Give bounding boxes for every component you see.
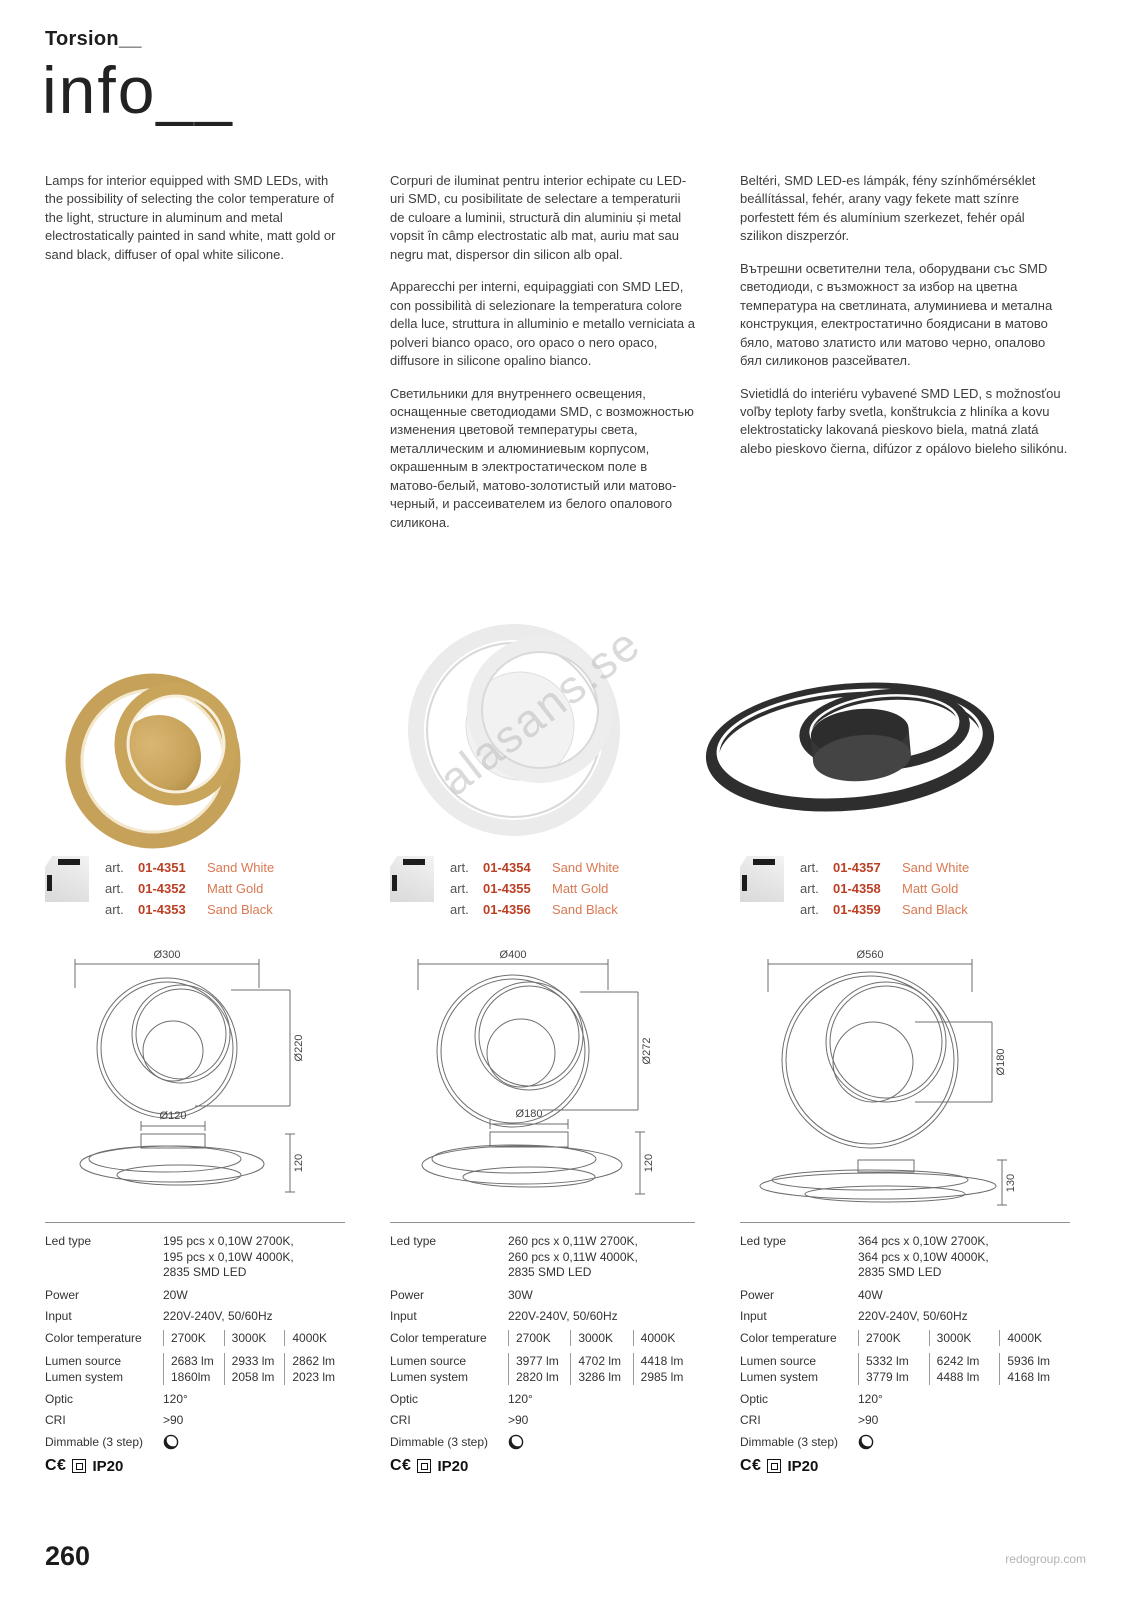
spec-row-color-temperature — [45, 1330, 345, 1346]
finish-name: Sand Black — [902, 901, 968, 917]
spec-value: 364 pcs x 0,10W 2700K, — [858, 1234, 989, 1248]
variant-list-3 — [740, 856, 1070, 920]
spec-value: >90 — [858, 1413, 879, 1428]
ceiling-box-icon — [390, 856, 434, 902]
spec-label: Lumen source — [740, 1353, 817, 1368]
product-photo-black — [700, 655, 1000, 845]
spec-label: Led type — [740, 1234, 787, 1248]
dimension-label: Ø180 — [515, 1108, 543, 1120]
art-label: art. — [105, 860, 124, 875]
spec-row-power — [740, 1288, 1070, 1302]
dimension-diagram-1 — [45, 948, 345, 1203]
spec-row-power — [45, 1288, 345, 1302]
spec-value: 1860lm — [171, 1370, 211, 1385]
variant-row — [105, 900, 274, 921]
certifications — [390, 1457, 695, 1475]
spec-value: 195 pcs x 0,10W 4000K, — [163, 1249, 294, 1264]
art-label: art. — [105, 880, 124, 896]
product-photo-gold — [55, 645, 265, 860]
spec-value: >90 — [163, 1413, 184, 1428]
spec-row-optic — [390, 1392, 695, 1406]
spec-value: 4000K — [999, 1330, 1070, 1346]
spec-row-lumen — [45, 1353, 345, 1385]
spec-label: Led type — [390, 1234, 437, 1248]
dimension-label: Ø180 — [995, 1048, 1007, 1076]
spec-row-led-type — [740, 1234, 1070, 1281]
description-paragraph: Lamps for interior equipped with SMD LEDs, with the possibility of selecting the color temperature of the light, structure in aluminum and metal electrostatically painted in sand white, matt gold or sand black, diffuser of opal white silicone. — [45, 173, 336, 262]
spec-value: 364 pcs x 0,10W 4000K, — [858, 1249, 989, 1264]
spec-label: Power — [740, 1287, 775, 1302]
dimension-label: Ø400 — [499, 949, 527, 961]
spec-value: 2700K — [163, 1330, 224, 1346]
spec-value: 4000K — [633, 1330, 695, 1346]
spec-table-3 — [740, 1222, 1070, 1475]
spec-value: 120° — [508, 1392, 533, 1407]
spec-value: 4702 lm — [578, 1353, 622, 1368]
ip-rating: IP20 — [92, 1457, 124, 1475]
finish-name: Sand White — [902, 860, 970, 875]
variant-row — [450, 858, 619, 879]
spec-value: 4168 lm — [1007, 1370, 1051, 1385]
double-insulation-icon — [767, 1459, 781, 1473]
ip-rating: IP20 — [437, 1457, 469, 1475]
description-column-en — [45, 172, 345, 278]
spec-value: 6242 lm — [936, 1353, 980, 1368]
spec-value: 40W — [858, 1287, 883, 1302]
page-title: info__ — [42, 53, 234, 127]
spec-value: 2820 lm — [516, 1370, 559, 1385]
description-paragraph: Вътрешни осветителни тела, оборудвани със SMD светодиоди, с възможност за избор на цветна температура на светлината, алуминиева и метална конструкция, електростатично боядисани в матово бяло, матово златисто или матово черно, опалово бял силиконов разсейвател. — [740, 260, 1053, 369]
series-title: Torsion__ — [45, 28, 142, 50]
certifications — [45, 1457, 345, 1475]
art-label: art. — [800, 880, 819, 896]
spec-label: Color temperature — [740, 1330, 837, 1345]
variant-list-1 — [45, 856, 345, 920]
spec-label: Lumen system — [45, 1370, 124, 1385]
spec-value: 3779 lm — [866, 1370, 909, 1385]
finish-name: Sand Black — [207, 901, 273, 917]
spec-value: 2700K — [508, 1330, 570, 1346]
variant-list-2 — [390, 856, 695, 920]
spec-label: CRI — [45, 1413, 66, 1428]
description-column-hu-bg-sk — [740, 172, 1070, 472]
spec-value: 30W — [508, 1287, 533, 1302]
spec-row-cri — [45, 1413, 345, 1427]
variant-row — [800, 900, 969, 921]
dimension-label: 120 — [293, 1153, 305, 1173]
spec-value: 2058 lm — [231, 1370, 275, 1385]
article-number: 01-4353 — [138, 901, 186, 917]
dimension-label: Ø300 — [153, 949, 181, 961]
spec-label: Led type — [45, 1234, 92, 1248]
finish-name: Matt Gold — [207, 880, 264, 896]
art-label: art. — [450, 860, 469, 875]
spec-row-optic — [740, 1392, 1070, 1406]
spec-row-led-type — [45, 1234, 345, 1281]
article-number: 01-4356 — [483, 901, 531, 917]
description-paragraph: Beltéri, SMD LED-es lámpák, fény színhőmérséklet beállítással, fehér, arany vagy fekete matt színre porfestett fém és alumínium szerkezet, fehér opál szilikon diszperzór. — [740, 173, 1036, 244]
description-column-ro-it-ru — [390, 172, 695, 546]
ip-rating: IP20 — [787, 1457, 819, 1475]
art-label: art. — [105, 901, 124, 917]
spec-value: 2835 SMD LED — [858, 1265, 942, 1280]
spec-value: 260 pcs x 0,11W 4000K, — [508, 1249, 638, 1264]
spec-value: 5936 lm — [1007, 1353, 1051, 1368]
spec-value: 2700K — [858, 1330, 929, 1346]
spec-row-dimmable — [45, 1434, 345, 1450]
spec-label: CRI — [390, 1413, 411, 1428]
finish-name: Sand Black — [552, 901, 618, 917]
spec-row-power — [390, 1288, 695, 1302]
dimension-label: Ø560 — [856, 949, 884, 961]
spec-label: Optic — [45, 1392, 74, 1407]
dimension-diagram-3 — [740, 948, 1070, 1210]
spec-row-input — [740, 1309, 1070, 1323]
spec-row-dimmable — [390, 1434, 695, 1450]
spec-label: Lumen system — [390, 1370, 469, 1385]
variant-row — [800, 858, 969, 879]
spec-value: 2985 lm — [640, 1370, 684, 1385]
ce-mark-icon: C€ — [740, 1457, 762, 1475]
spec-label: Dimmable (3 step) — [45, 1435, 144, 1450]
dimension-label: 120 — [643, 1153, 655, 1173]
spec-value: 20W — [163, 1287, 188, 1302]
spec-row-optic — [45, 1392, 345, 1406]
spec-value: 220V-240V, 50/60Hz — [858, 1308, 968, 1323]
spec-label: Lumen system — [740, 1370, 819, 1385]
dimension-label: 130 — [1005, 1173, 1017, 1193]
description-paragraph: Apparecchi per interni, equipaggiati con SMD LED, con possibilità di selezionare la temperatura colore della luce, struttura in alluminio e metallo verniciata a polveri bianco opaco, oro opaco o nero opaco, diffusore in silicone opalino bianco. — [390, 279, 695, 369]
spec-value: 2023 lm — [292, 1370, 336, 1385]
spec-value: 220V-240V, 50/60Hz — [508, 1308, 618, 1323]
spec-label: Dimmable (3 step) — [740, 1435, 839, 1450]
spec-label: Color temperature — [390, 1330, 487, 1345]
spec-label: Color temperature — [45, 1330, 142, 1345]
article-number: 01-4352 — [138, 880, 186, 896]
spec-row-cri — [390, 1413, 695, 1427]
variant-row — [105, 879, 274, 900]
art-label: art. — [450, 880, 469, 896]
finish-name: Sand White — [552, 860, 620, 875]
spec-value: 3000K — [224, 1330, 285, 1346]
spec-label: Optic — [740, 1392, 769, 1407]
dimension-label: Ø220 — [293, 1034, 305, 1062]
dimmer-icon — [858, 1434, 874, 1450]
double-insulation-icon — [72, 1459, 86, 1473]
art-label: art. — [800, 860, 819, 875]
spec-value: 2835 SMD LED — [508, 1265, 592, 1280]
spec-value: 4000K — [284, 1330, 345, 1346]
ce-mark-icon: C€ — [45, 1457, 67, 1475]
spec-table-1 — [45, 1222, 345, 1475]
spec-row-dimmable — [740, 1434, 1070, 1450]
article-number: 01-4351 — [138, 860, 186, 875]
spec-value: 5332 lm — [866, 1353, 909, 1368]
finish-name: Matt Gold — [902, 880, 959, 896]
description-paragraph: Corpuri de iluminat pentru interior echipate cu LED-uri SMD, cu posibilitate de selectare a temperaturii de culoare a luminii, structură din aluminiu și metal vopsit în câmp electrostatic alb mat, auriu mat sau negru mat, dispersor din silicon alb opal. — [390, 173, 687, 262]
spec-row-color-temperature — [390, 1330, 695, 1346]
spec-label: Input — [390, 1308, 417, 1323]
spec-value: 3000K — [570, 1330, 632, 1346]
spec-value: 260 pcs x 0,11W 2700K, — [508, 1234, 638, 1248]
art-label: art. — [800, 901, 819, 917]
art-label: art. — [450, 901, 469, 917]
spec-row-led-type — [390, 1234, 695, 1281]
variant-row — [450, 879, 619, 900]
article-number: 01-4357 — [833, 860, 881, 875]
spec-row-input — [390, 1309, 695, 1323]
spec-value: 4418 lm — [640, 1353, 684, 1368]
spec-label: Input — [740, 1308, 767, 1323]
dimmer-icon — [163, 1434, 179, 1450]
spec-value: 4488 lm — [936, 1370, 980, 1385]
certifications — [740, 1457, 1070, 1475]
article-number: 01-4359 — [833, 901, 881, 917]
dimension-label: Ø272 — [641, 1037, 653, 1065]
spec-table-2 — [390, 1222, 695, 1475]
spec-row-lumen — [390, 1353, 695, 1385]
variant-row — [105, 858, 274, 879]
spec-row-color-temperature — [740, 1330, 1070, 1346]
watermark-text: alasans.se — [428, 616, 651, 806]
spec-value: 3000K — [929, 1330, 1000, 1346]
description-paragraph: Svietidlá do interiéru vybavené SMD LED, s možnosťou voľby teploty farby svetla, konštrukcia z hliníka a kovu elektrostaticky lakovaná pieskovo biela, matná zlatá alebo pieskovo čierna, difúzor z opálovo bieleho silikónu. — [740, 385, 1068, 456]
ceiling-box-icon — [740, 856, 784, 902]
dimension-label: Ø120 — [159, 1110, 187, 1122]
ce-mark-icon: C€ — [390, 1457, 412, 1475]
spec-label: Lumen source — [45, 1353, 122, 1368]
spec-label: Lumen source — [390, 1353, 467, 1368]
product-photo-white — [392, 598, 652, 863]
page-number: 260 — [45, 1541, 91, 1571]
spec-value: 120° — [163, 1392, 188, 1407]
spec-value: 120° — [858, 1392, 883, 1407]
finish-name: Matt Gold — [552, 880, 609, 896]
spec-value: 2835 SMD LED — [163, 1265, 247, 1280]
article-number: 01-4354 — [483, 860, 531, 875]
variant-row — [800, 879, 969, 900]
spec-value: >90 — [508, 1413, 529, 1428]
spec-value: 220V-240V, 50/60Hz — [163, 1308, 273, 1323]
spec-label: Power — [390, 1287, 425, 1302]
variant-row — [450, 900, 619, 921]
website-url: redogroup.com — [1005, 1552, 1086, 1566]
article-number: 01-4358 — [833, 880, 881, 896]
spec-row-lumen — [740, 1353, 1070, 1385]
spec-value: 2862 lm — [292, 1353, 336, 1368]
spec-value: 2933 lm — [231, 1353, 275, 1368]
spec-row-cri — [740, 1413, 1070, 1427]
spec-label: Dimmable (3 step) — [390, 1435, 489, 1450]
spec-row-input — [45, 1309, 345, 1323]
article-number: 01-4355 — [483, 880, 531, 896]
spec-label: CRI — [740, 1413, 761, 1428]
spec-value: 2683 lm — [171, 1353, 214, 1368]
spec-value: 195 pcs x 0,10W 2700K, — [163, 1234, 294, 1248]
spec-label: Power — [45, 1287, 80, 1302]
spec-label: Input — [45, 1308, 72, 1323]
finish-name: Sand White — [207, 860, 275, 875]
double-insulation-icon — [417, 1459, 431, 1473]
dimension-diagram-2 — [390, 948, 695, 1203]
description-paragraph: Светильники для внутреннего освещения, оснащенные светодиодами SMD, с возможностью изменения цветовой температуры света, металлическим и алюминиевым корпусом, окрашенным в электростатическом поле в матово-белый, матово-золотистый или матово-черный, и рассеивателем из белого опалового силикона. — [390, 385, 694, 530]
spec-value: 3977 lm — [516, 1353, 559, 1368]
dimmer-icon — [508, 1434, 524, 1450]
ceiling-box-icon — [45, 856, 89, 902]
spec-value: 3286 lm — [578, 1370, 622, 1385]
spec-label: Optic — [390, 1392, 419, 1407]
